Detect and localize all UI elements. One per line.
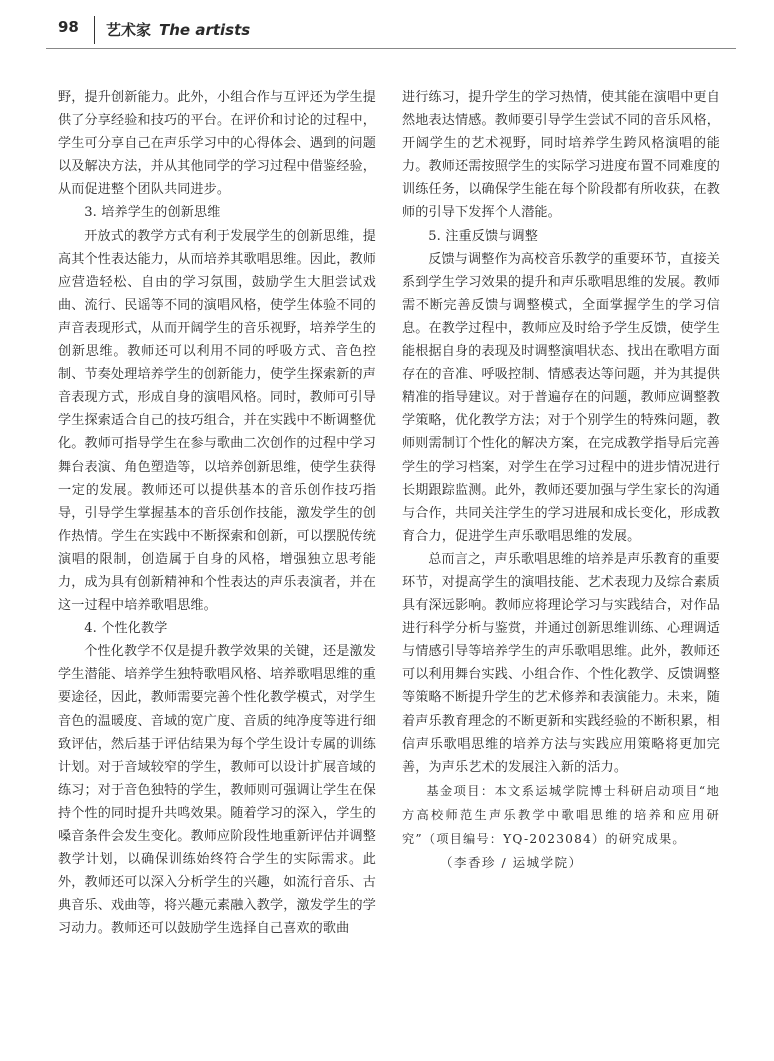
section-heading: 4. 个性化教学 — [84, 621, 168, 637]
header-separator — [94, 16, 95, 44]
author-affiliation: （李香珍 / 运城学院） — [440, 854, 583, 870]
left-column — [58, 86, 376, 940]
paragraph: 开放式的教学方式有利于发展学生的创新思维，提高其个性表达能力，从而培养其歌唱思维。因此，教师应营造轻松、自由的学习氛围，鼓励学生大胆尝试戏曲、流行、民谣等不同的演唱风格，使学生体验不同的声音表现形式，从而开阔学生的音乐视野，培养学生的创新思维。教师还可以利用不同的呼吸方式、音色控制、节奏处理培养学生的创新能力，使学生探索新的声音表现方式，形成自身的演唱风格。同时，教师可引导学生探索适合自己的技巧组合，并在实践中不断调整优化。教师可指导学生在参与歌曲二次创作的过程中学习舞台表演、角色塑造等，以培养创新思维，使学生获得一定的发展。教师还可以提供基本的音乐创作技巧指导，引导学生掌握基本的音乐创作技能，激发学生的创作热情。学生在实践中不断探索和创新，可以摆脱传统演唱的限制，创造属于自身的风格，增强独立思考能力，成为具有创新精神和个性表达的声乐表演者，并在这一过程中培养歌唱思维。 — [58, 228, 376, 614]
header-rule — [46, 48, 736, 49]
paragraph: 个性化教学不仅是提升教学效果的关键，还是激发学生潜能、培养学生独特歌唱风格、培养歌唱思维的重要途径，因此，教师需要完善个性化教学模式，对学生音色的温暖度、音域的宽广度、音质的纯净度等进行细致评估，然后基于评估结果为每个学生设计专属的训练计划。对于音域较窄的学生，教师可以设计扩展音域的练习；对于音色独特的学生，教师则可强调让学生在保持个性的同时提升共鸣效果。随着学习的深入，学生的嗓音条件会发生变化。教师应阶段性地重新评估并调整教学计划，以确保训练始终符合学生的实际需求。此外，教师还可以深入分析学生的兴趣，如流行音乐、古典音乐、戏曲等，将兴趣元素融入教学，激发学生的学习动力。教师还可以鼓励学生选择自己喜欢的歌曲 — [58, 644, 376, 937]
journal-name-cn: 艺术家 — [106, 21, 152, 39]
journal-name-en: The artists — [159, 21, 251, 39]
right-column — [402, 86, 720, 874]
section-heading: 5. 注重反馈与调整 — [428, 228, 538, 244]
section-heading: 3. 培养学生的创新思维 — [84, 205, 221, 221]
funding-note: 基金项目：本文系运城学院博士科研启动项目“地方高校师范生声乐教学中歌唱思维的培养和应用研究”（项目编号：YQ-2023084）的研究成果。 — [402, 783, 720, 846]
conclusion-paragraph: 总而言之，声乐歌唱思维的培养是声乐教育的重要环节，对提高学生的演唱技能、艺术表现力及综合素质具有深远影响。教师应将理论学习与实践结合，对作品进行科学分析与鉴赏，并通过创新思维训练、心理调适与情感引导等培养学生的声乐歌唱思维。此外，教师还可以利用舞台实践、小组合作、个性化教学、反馈调整等策略不断提升学生的艺术修养和表演能力。未来，随着声乐教育理念的不断更新和实践经验的不断积累，相信声乐歌唱思维的培养方法与实践应用策略将更加完善，为声乐艺术的发展注入新的活力。 — [402, 551, 720, 775]
paragraph: 进行练习，提升学生的学习热情，使其能在演唱中更自然地表达情感。教师要引导学生尝试不同的音乐风格，开阔学生的艺术视野，同时培养学生跨风格演唱的能力。教师还需按照学生的实际学习进度布置不同难度的训练任务，以确保学生能在每个阶段都有所收获，在教师的引导下发挥个人潜能。 — [402, 90, 720, 221]
paragraph: 反馈与调整作为高校音乐教学的重要环节，直接关系到学生学习效果的提升和声乐歌唱思维的发展。教师需不断完善反馈与调整模式，全面掌握学生的学习信息。在教学过程中，教师应及时给予学生反馈，使学生能根据自身的表现及时调整演唱状态、找出在歌唱方面存在的音准、呼吸控制、情感表达等问题，并为其提供精准的指导建议。对于普遍存在的问题，教师应调整教学策略，优化教学方法；对于个别学生的特殊问题，教师则需制订个性化的解决方案，在完成教学指导后完善学生的学习档案，对学生在学习过程中的进步情况进行长期跟踪监测。此外，教师还要加强与学生家长的沟通与合作，共同关注学生的学习进展和成长变化，形成教育合力，促进学生声乐歌唱思维的发展。 — [402, 251, 720, 544]
page-number: 98 — [58, 18, 79, 36]
journal-name — [106, 19, 250, 40]
paragraph: 野，提升创新能力。此外，小组合作与互评还为学生提供了分享经验和技巧的平台。在评价和讨论的过程中，学生可分享自己在声乐学习中的心得体会、遇到的问题以及解决方法，并从其他同学的学习过程中借鉴经验，从而促进整个团队共同进步。 — [58, 90, 376, 198]
running-header — [46, 14, 736, 46]
